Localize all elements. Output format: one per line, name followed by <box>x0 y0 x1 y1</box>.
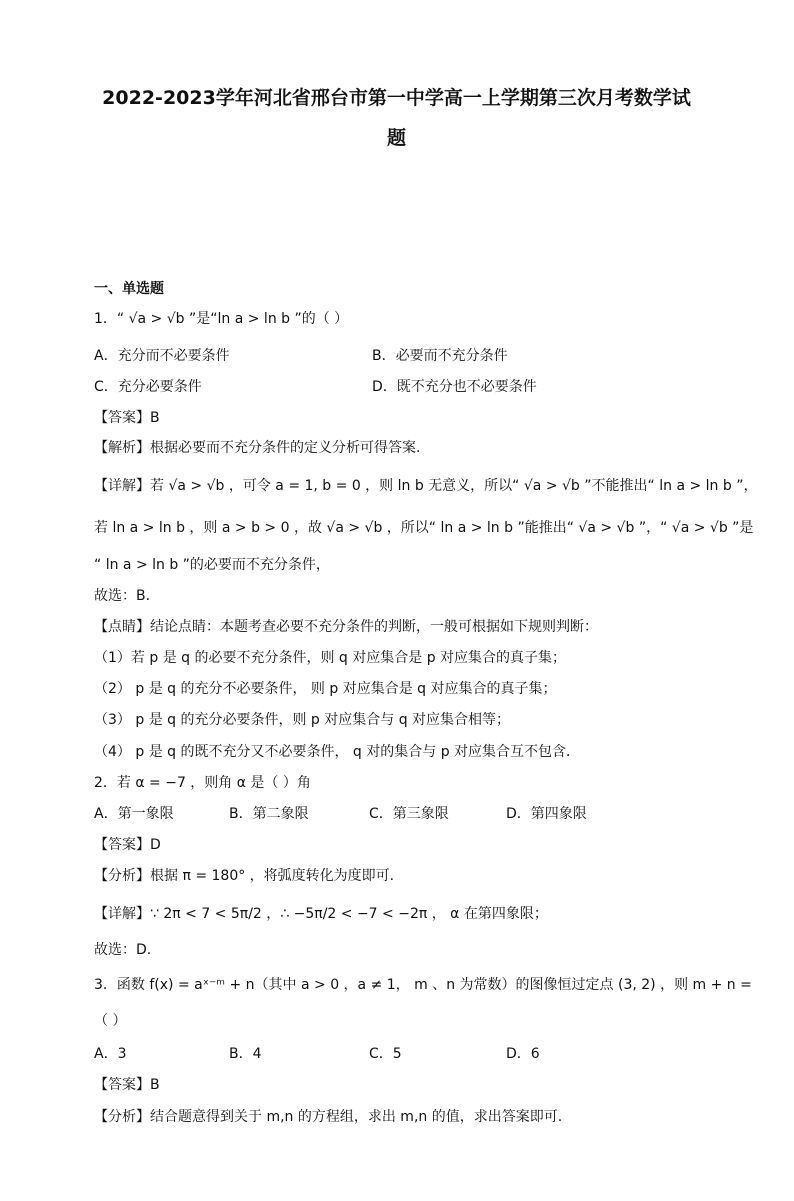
q3-option-a: A．3 <box>94 1046 127 1062</box>
q1-detail-line3: “ ln a > ln b ”的必要而不充分条件， <box>94 557 330 573</box>
q3-paren: （ ） <box>94 1013 127 1029</box>
q1-option-c: C．充分必要条件 <box>94 379 202 395</box>
q3-stem: 3．函数 f(x) = aˣ⁻ᵐ + n（其中 a > 0 ，a ≠ 1， m 、n 为常数）的图像恒过定点 (3, 2) ，则 m + n = <box>94 977 752 993</box>
q2-stem: 2．若 α = −7 ，则角 α 是（ ）角 <box>94 775 311 791</box>
q2-option-a: A．第一象限 <box>94 806 174 822</box>
q2-answer: 【答案】D <box>94 837 161 853</box>
document-title-line2: 题 <box>386 127 406 149</box>
q3-options <box>94 1043 699 1065</box>
q1-answer: 【答案】B <box>94 410 160 426</box>
q2-choice: 故选：D. <box>94 942 152 958</box>
q2-option-b: B．第二象限 <box>229 806 309 822</box>
q3-option-c: C．5 <box>369 1046 402 1062</box>
q2-analysis: 【分析】根据 π = 180° ，将弧度转化为度即可. <box>94 868 395 884</box>
q1-options-row1 <box>94 345 699 367</box>
q2-option-d: D．第四象限 <box>506 806 587 822</box>
q2-option-c: C．第三象限 <box>369 806 449 822</box>
q1-rule-1: （1）若 p 是 q 的必要不充分条件，则 q 对应集合是 p 对应集合的真子集； <box>94 650 567 666</box>
document-page <box>0 78 794 1201</box>
q1-detail-line1: 【详解】若 √a > √b ，可令 a = 1, b = 0 ，则 ln b 无意义，所以“ √a > √b ”不能推出“ ln a > ln b ”， <box>94 478 758 494</box>
q2-options <box>94 803 699 825</box>
q3-analysis: 【分析】结合题意得到关于 m,n 的方程组，求出 m,n 的值，求出答案即可. <box>94 1109 563 1125</box>
q1-analysis: 【解析】根据必要而不充分条件的定义分析可得答案. <box>94 440 421 456</box>
q1-option-d: D．既不充分也不必要条件 <box>372 379 537 395</box>
q1-choice: 故选：B． <box>94 588 160 604</box>
q2-detail: 【详解】∵ 2π < 7 < 5π/2 ，∴ −5π/2 < −7 < −2π ， α 在第四象限； <box>94 906 548 922</box>
q1-tip: 【点睛】结论点睛：本题考查必要不充分条件的判断，一般可根据如下规则判断： <box>94 619 598 635</box>
q1-rule-4: （4） p 是 q 的既不充分又不必要条件， q 对的集合与 p 对应集合互不包含． <box>94 744 581 760</box>
q1-options-row2 <box>94 376 699 398</box>
q1-stem: 1．“ √a > √b ”是“ln a > ln b ”的（ ） <box>94 311 349 327</box>
q3-option-b: B．4 <box>229 1046 262 1062</box>
q1-option-a: A．充分而不必要条件 <box>94 348 230 364</box>
q1-rule-3: （3） p 是 q 的充分必要条件，则 p 对应集合与 q 对应集合相等； <box>94 712 511 728</box>
q3-answer: 【答案】B <box>94 1077 160 1093</box>
q1-detail-line2: 若 ln a > ln b ，则 a > b > 0 ，故 √a > √b ，所以“ ln a > ln b ”能推出“ √a > √b ”，“ √a > √b ”是 <box>94 520 754 536</box>
document-title-line1: 2022-2023学年河北省邢台市第一中学高一上学期第三次月考数学试 <box>102 87 691 109</box>
section-heading: 一、单选题 <box>94 281 164 297</box>
q1-option-b: B．必要而不充分条件 <box>372 348 508 364</box>
q3-option-d: D．6 <box>506 1046 540 1062</box>
q1-rule-2: （2） p 是 q 的充分不必要条件， 则 p 对应集合是 q 对应集合的真子集； <box>94 681 557 697</box>
